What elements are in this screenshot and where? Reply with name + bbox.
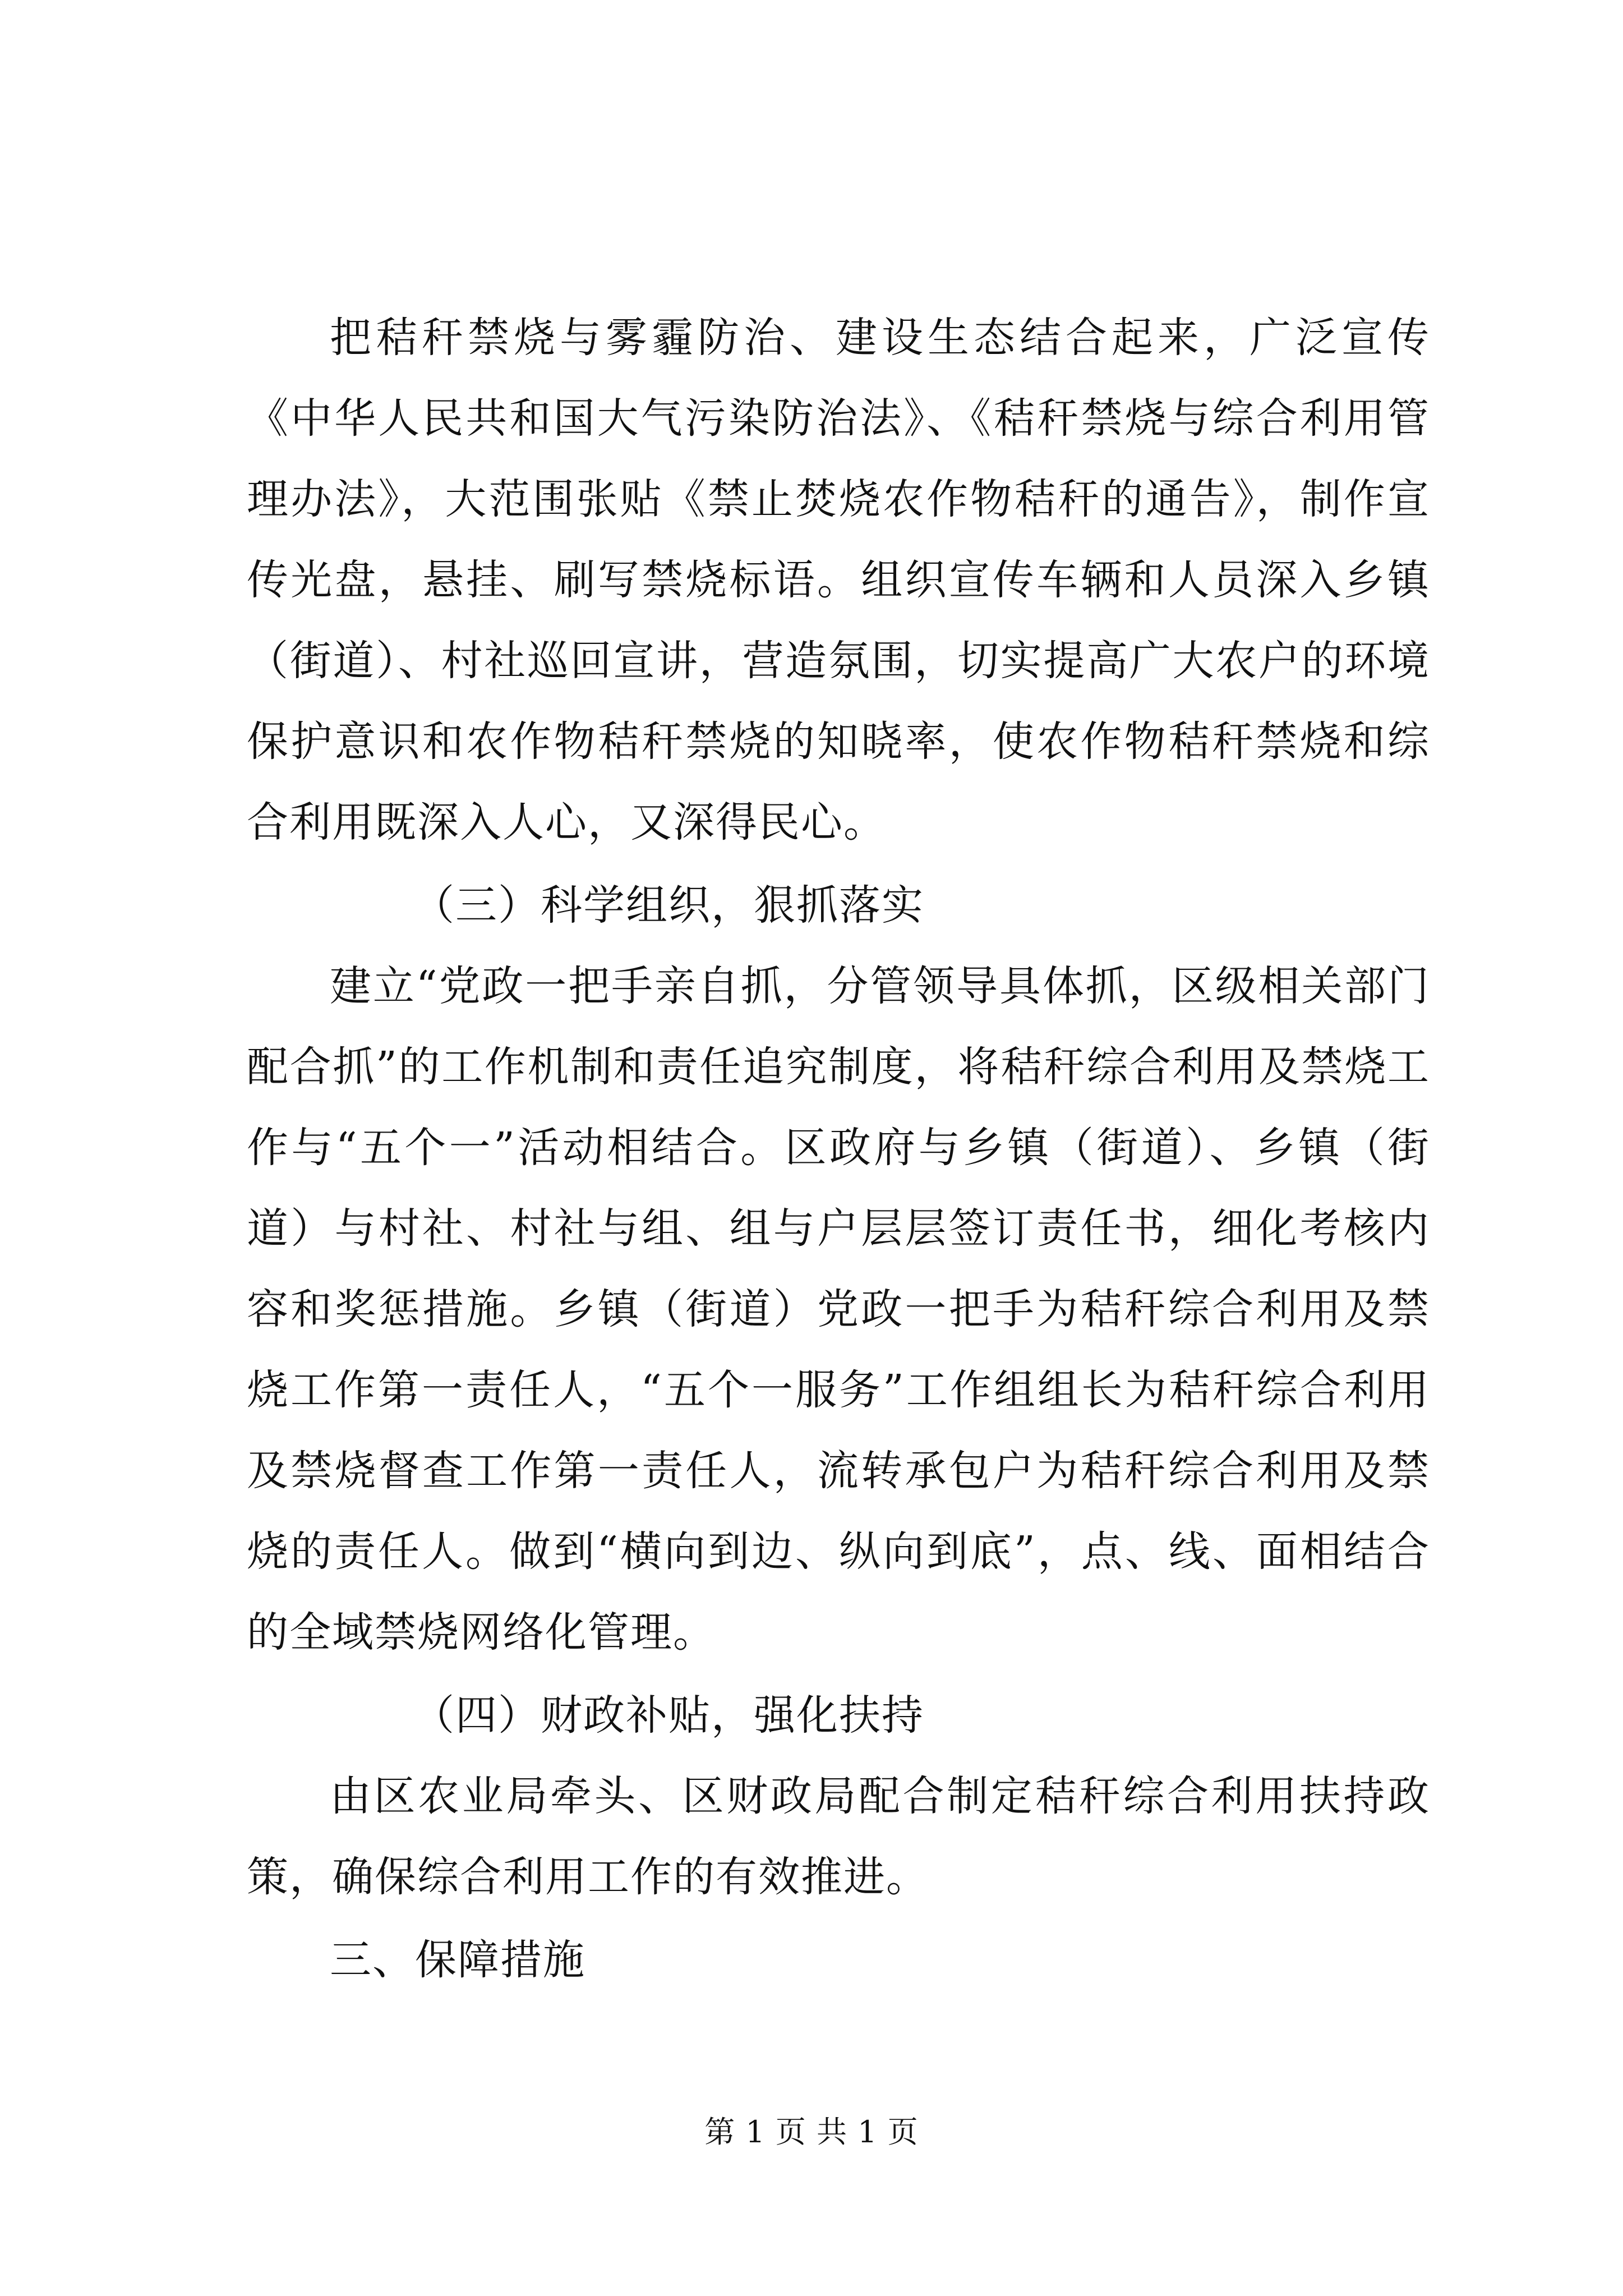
paragraph-subsidy: 由区农业局牵头、区财政局配合制定秸秆综合利用扶持政策，确保综合利用工作的有效推进。 — [247, 1772, 1430, 1901]
page-footer: 第 1 页 共 1 页 — [704, 2114, 919, 2150]
paragraph-publicity: 把秸秆禁烧与雾霾防治、建设生态结合起来，广泛宣传《中华人民共和国大气污染防治法》、《秸秆禁烧与综合利用管理办法》，大范围张贴《禁止焚烧农作物秸秆的通告》，制作宣传光盘，悬挂、刷写禁烧标语。组织宣传车辆和人员深入乡镇（街道）、村社巡回宣讲，营造氛围，切实提高广大农户的环境保护意识和农作物秸秆禁烧的知晓率，使农作物秸秆禁烧和综合利用既深入人心，又深得民心。 — [247, 314, 1430, 846]
section-heading-safeguards: 三、保障措施 — [330, 1936, 585, 1984]
paragraph-organization: 建立“党政一把手亲自抓，分管领导具体抓，区级相关部门配合抓”的工作机制和责任追究制度，将秸秆综合利用及禁烧工作与“五个一”活动相结合。区政府与乡镇（街道）、乡镇（街道）与村社、村社与组、组与户层层签订责任书，细化考核内容和奖惩措施。乡镇（街道）党政一把手为秸秆综合利用及禁烧工作第一责任人，“五个一服务”工作组组长为秸秆综合利用及禁烧督查工作第一责任人，流转承包户为秸秆综合利用及禁烧的责任人。做到“横向到边、纵向到底”，点、线、面相结合的全域禁烧网络化管理。 — [247, 962, 1430, 1657]
document-body — [247, 297, 1430, 2000]
subheading-three: （三）科学组织，狠抓落实 — [413, 881, 924, 930]
subheading-four: （四）财政补贴，强化扶持 — [413, 1691, 924, 1740]
